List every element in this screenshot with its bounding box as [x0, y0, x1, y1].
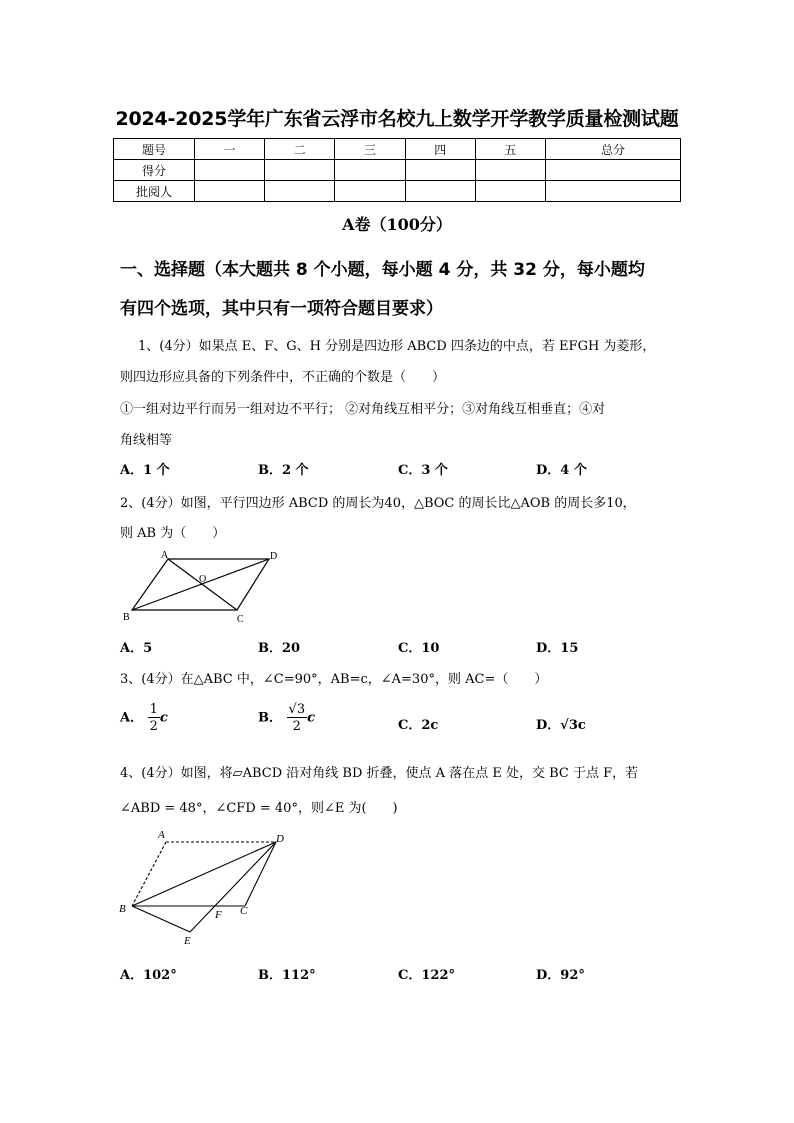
diagonal-bd	[132, 842, 276, 906]
q1-option-b: B．2 个	[258, 463, 309, 478]
label-b: B	[123, 612, 130, 623]
q2-text-line1: 2、(4分）如图，平行四边形 ABCD 的周长为40，△BOC 的周长比△AOB 的周长多10，	[120, 496, 636, 511]
segment-ab-dashed	[132, 842, 166, 906]
q2-option-d: D．15	[536, 641, 579, 656]
q3-text-line1: 3、(4分）在△ABC 中，∠C=90°，AB=c，∠A=30°，则 AC=（ ）	[120, 672, 548, 687]
label-a: A	[161, 550, 169, 561]
part1-title-line1: 一、选择题（本大题共 8 个小题，每小题 4 分，共 32 分，每小题均	[120, 260, 645, 280]
table-cell	[265, 160, 335, 181]
q2-option-c: C．10	[398, 641, 440, 656]
table-cell	[335, 160, 405, 181]
q2-parallelogram-figure	[118, 546, 288, 630]
table-cell: 得分	[114, 160, 195, 181]
table-cell	[546, 181, 681, 202]
table-cell	[546, 160, 681, 181]
label-c: C	[237, 614, 244, 625]
table-cell	[265, 181, 335, 202]
part1-title-line2: 有四个选项，其中只有一项符合题目要求）	[120, 299, 443, 319]
label-b: B	[119, 903, 126, 915]
segment-ed	[190, 842, 276, 932]
q1-option-d: D．4 个	[536, 463, 587, 478]
label-a: A	[158, 829, 165, 841]
q1-text-line2: 则四边形应具备的下列条件中，不正确的个数是（ ）	[120, 370, 446, 385]
table-cell	[405, 160, 475, 181]
table-row	[114, 181, 681, 202]
segment-dc	[245, 842, 276, 906]
q3-option-a: A． $\frac{1}{2}$ c	[120, 702, 168, 734]
label-e: E	[184, 935, 191, 947]
table-cell	[475, 160, 545, 181]
table-cell	[195, 181, 265, 202]
page-title: 2024-2025学年广东省云浮市名校九上数学开学教学质量检测试题	[115, 108, 679, 130]
q2-option-a: A．5	[120, 641, 153, 656]
label-o: O	[199, 574, 207, 585]
q4-option-a: A．102°	[120, 968, 177, 983]
table-cell	[335, 181, 405, 202]
q4-option-c: C．122°	[398, 968, 455, 983]
label-d: D	[270, 551, 278, 562]
table-cell: 批阅人	[114, 181, 195, 202]
q4-option-d: D．92°	[536, 968, 585, 983]
section-a-heading: A卷（100分）	[342, 215, 452, 234]
q2-option-b: B．20	[258, 641, 301, 656]
q4-text-line2: ∠ABD = 48°，∠CFD = 40°，则∠E 为( )	[120, 801, 398, 816]
table-cell: 题号	[114, 139, 195, 160]
table-cell: 一	[195, 139, 265, 160]
segment-be	[132, 906, 190, 932]
q2-text-line2: 则 AB 为（ ）	[120, 526, 226, 541]
q3-option-b: B． $\frac{√3}{2}$ c	[258, 702, 316, 734]
score-table	[113, 138, 681, 202]
label-d: D	[276, 833, 284, 845]
q3-option-d: D．√3c	[536, 718, 586, 733]
table-cell: 二	[265, 139, 335, 160]
q4-fold-figure	[112, 822, 302, 952]
q4-option-b: B．112°	[258, 968, 316, 983]
label-f: F	[215, 909, 222, 921]
table-cell	[195, 160, 265, 181]
q4-text-line1: 4、(4分）如图，将▱ABCD 沿对角线 BD 折叠，使点 A 落在点 E 处，交 BC 于点 F，若	[120, 766, 639, 781]
q1-text-line1: 1、(4分）如果点 E、F、G、H 分别是四边形 ABCD 四条边的中点，若 EFGH 为菱形，	[138, 339, 656, 354]
table-cell: 总分	[546, 139, 681, 160]
q1-option-a: A．1 个	[120, 463, 170, 478]
table-cell	[405, 181, 475, 202]
table-cell: 五	[475, 139, 545, 160]
table-row	[114, 160, 681, 181]
table-cell: 三	[335, 139, 405, 160]
q1-text-line3: ①一组对边平行而另一组对边不平行； ②对角线互相平分；③对角线互相垂直；④对	[120, 402, 606, 417]
table-row	[114, 139, 681, 160]
table-cell	[475, 181, 545, 202]
q1-text-line4: 角线相等	[120, 433, 173, 448]
table-cell: 四	[405, 139, 475, 160]
label-c: C	[240, 905, 248, 917]
q1-option-c: C．3 个	[398, 463, 448, 478]
q3-option-c: C．2c	[398, 718, 439, 733]
